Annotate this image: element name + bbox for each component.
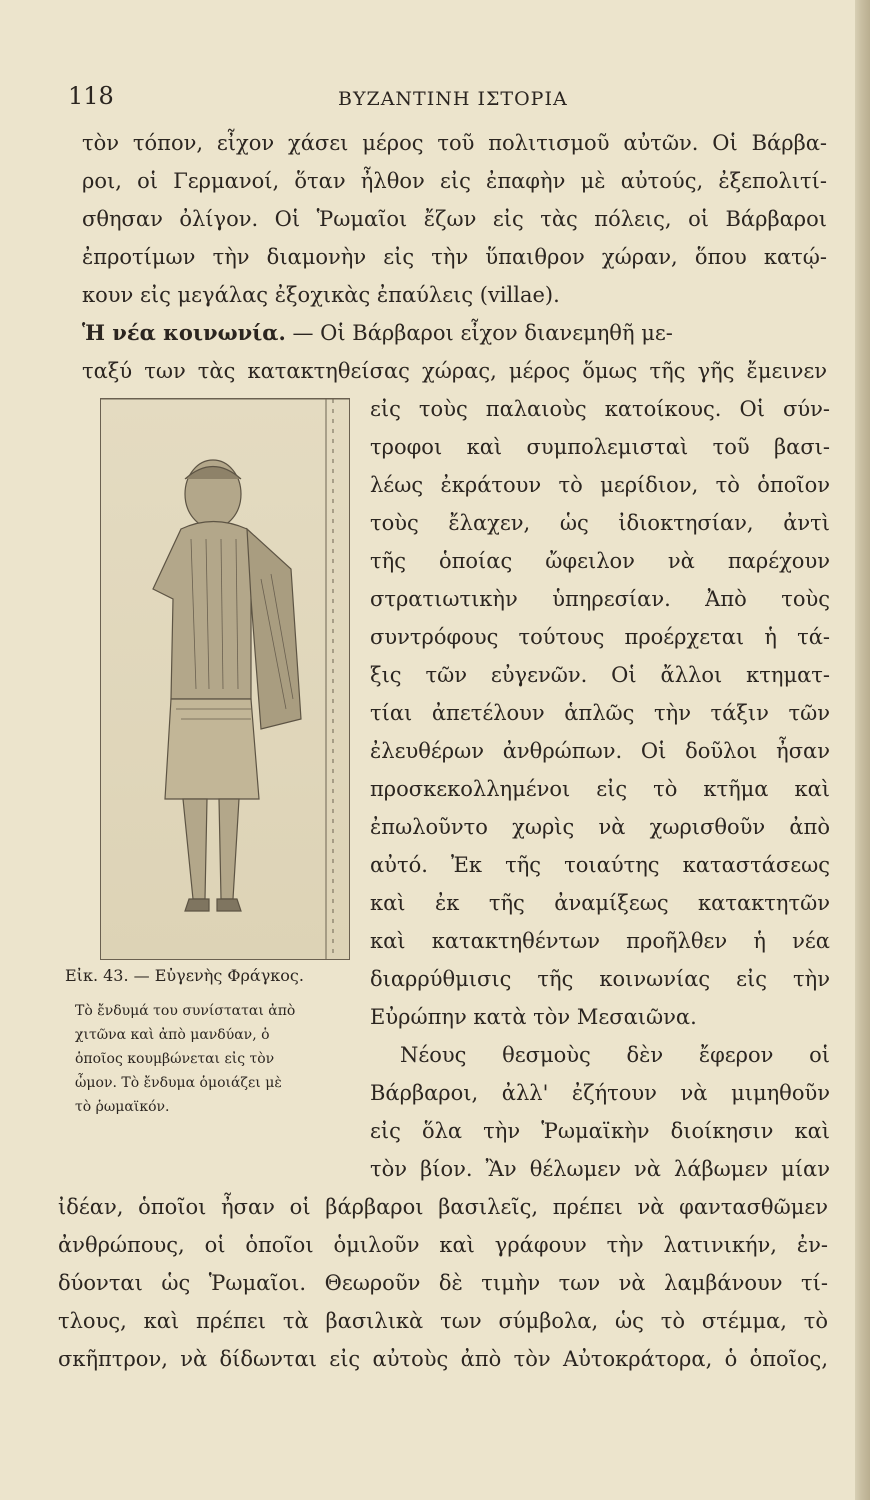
- text-line: συντρόφους τούτους προέρχεται ἡ τά-: [370, 625, 830, 649]
- figure-caption-line: χιτῶνα καὶ ἀπὸ μανδύαν, ὁ: [75, 1027, 270, 1043]
- text-line: εἰς τοὺς παλαιοὺς κατοίκους. Οἱ σύν-: [370, 397, 830, 421]
- page-header: [68, 82, 828, 122]
- figure-caption-line: ὁποῖος κουμβώνεται εἰς τὸν: [75, 1051, 275, 1067]
- heading-line-text: — Οἱ Βάρβαροι εἶχον διανεμηθῆ με-: [292, 321, 673, 345]
- running-title: ΒΥΖΑΝΤΙΝΗ ΙΣΤΟΡΙΑ: [338, 88, 568, 110]
- text-line: σκῆπτρον, νὰ δίδωνται εἰς αὐτοὺς ἀπὸ τὸν Αὐτοκράτορα, ὁ ὁποῖος,: [58, 1347, 828, 1371]
- text-line: τὸν βίον. Ἂν θέλωμεν νὰ λάβωμεν μίαν: [370, 1157, 830, 1181]
- text-line: ἐπωλοῦντο χωρὶς νὰ χωρισθοῦν ἀπὸ: [370, 815, 830, 839]
- text-line: ἀνθρώπους, οἱ ὁποῖοι ὁμιλοῦν καὶ γράφουν τὴν λατινικήν, ἐν-: [58, 1233, 828, 1257]
- text-line: τλους, καὶ πρέπει τὰ βασιλικὰ των σύμβολα, ὡς τὸ στέμμα, τὸ: [58, 1309, 828, 1333]
- frankish-noble-illustration: [101, 399, 349, 959]
- page-edge: [855, 0, 870, 1500]
- text-line: στρατιωτικὴν ὑπηρεσίαν. Ἀπὸ τοὺς: [370, 587, 830, 611]
- text-line: προσκεκολλημένοι εἰς τὸ κτῆμα καὶ: [370, 777, 830, 801]
- text-line: τὸν τόπον, εἶχον χάσει μέρος τοῦ πολιτισμοῦ αὐτῶν. Οἱ Βάρβα-: [82, 131, 827, 155]
- text-line: λέως ἐκράτουν τὸ μερίδιον, τὸ ὁποῖον: [370, 473, 830, 497]
- text-line: τίαι ἀπετέλουν ἁπλῶς τὴν τάξιν τῶν: [370, 701, 830, 725]
- figure-caption-line: ὦμον. Τὸ ἔνδυμα ὁμοιάζει μὲ: [75, 1075, 282, 1091]
- text-line: τοὺς ἔλαχεν, ὡς ἰδιοκτησίαν, ἀντὶ: [370, 511, 830, 535]
- text-line: Νέους θεσμοὺς δὲν ἔφερον οἱ: [400, 1043, 830, 1067]
- text-line: ροι, οἱ Γερμανοί, ὅταν ἦλθον εἰς ἐπαφὴν μὲ αὐτούς, ἐξεπολιτί-: [82, 169, 827, 193]
- text-line: εἰς ὅλα τὴν Ῥωμαϊκὴν διοίκησιν καὶ: [370, 1119, 830, 1143]
- figure-caption-line: Τὸ ἔνδυμά του συνίσταται ἀπὸ: [75, 1003, 296, 1019]
- text-line: Βάρβαροι, ἀλλ' ἐζήτουν νὰ μιμηθοῦν: [370, 1081, 830, 1105]
- text-line: ἐπροτίμων τὴν διαμονὴν εἰς τὴν ὕπαιθρον χώραν, ὅπου κατῴ-: [82, 245, 827, 269]
- section-heading: Ἡ νέα κοινωνία.: [82, 320, 286, 345]
- figure-caption-title: Εἰκ. 43. — Εὐγενὴς Φράγκος.: [65, 966, 304, 985]
- text-line: ξις τῶν εὐγενῶν. Οἱ ἄλλοι κτηματ-: [370, 663, 830, 687]
- text-line: σθησαν ὀλίγον. Οἱ Ῥωμαῖοι ἔζων εἰς τὰς πόλεις, οἱ Βάρβαροι: [82, 207, 827, 231]
- text-line: δύονται ὡς Ῥωμαῖοι. Θεωροῦν δὲ τιμὴν των νὰ λαμβάνουν τί-: [58, 1271, 828, 1295]
- text-line: αὐτό. Ἐκ τῆς τοιαύτης καταστάσεως: [370, 853, 830, 877]
- text-line: καὶ ἐκ τῆς ἀναμίξεως κατακτητῶν: [370, 891, 830, 915]
- text-line: τροφοι καὶ συμπολεμισταὶ τοῦ βασι-: [370, 435, 830, 459]
- text-line: ἐλευθέρων ἀνθρώπων. Οἱ δοῦλοι ἦσαν: [370, 739, 830, 763]
- text-line: καὶ κατακτηθέντων προῆλθεν ἡ νέα: [370, 929, 830, 953]
- text-line: κουν εἰς μεγάλας ἐξοχικὰς ἐπαύλεις (villae).: [82, 283, 560, 307]
- figure-illustration: [100, 398, 350, 960]
- text-line: ἰδέαν, ὁποῖοι ἦσαν οἱ βάρβαροι βασιλεῖς, πρέπει νὰ φαντασθῶμεν: [58, 1195, 828, 1219]
- heading-line: [82, 318, 827, 348]
- text-line: Εὐρώπην κατὰ τὸν Μεσαιῶνα.: [370, 1005, 697, 1029]
- text-line: διαρρύθμισις τῆς κοινωνίας εἰς τὴν: [370, 967, 830, 991]
- text-line: ταξύ των τὰς κατακτηθείσας χώρας, μέρος ὅμως τῆς γῆς ἔμεινεν: [82, 359, 827, 383]
- text-line: τῆς ὁποίας ὤφειλον νὰ παρέχουν: [370, 549, 830, 573]
- page-number: 118: [68, 82, 114, 110]
- figure-caption-line: τὸ ῥωμαϊκόν.: [75, 1099, 170, 1115]
